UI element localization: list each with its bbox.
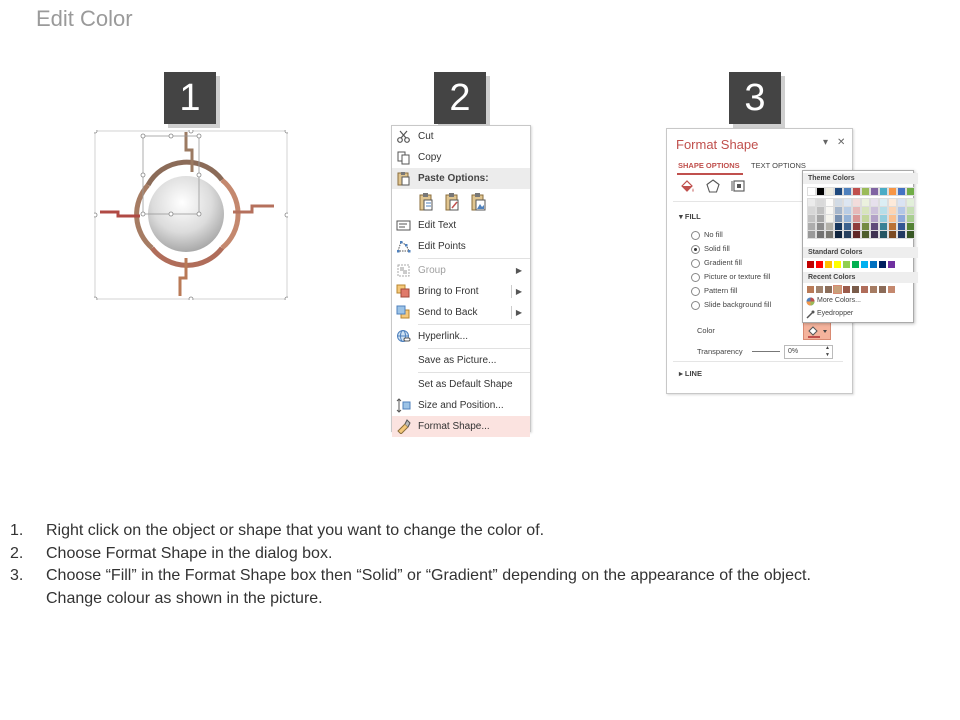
color-swatch[interactable] xyxy=(870,187,879,196)
menu-item-label: Format Shape... xyxy=(418,421,490,432)
color-swatch[interactable] xyxy=(888,187,897,196)
standard-color-swatch[interactable] xyxy=(888,261,895,268)
pane-options-icon[interactable]: ▾ xyxy=(823,137,829,148)
fill-option-pattern-fill[interactable]: Pattern fill xyxy=(691,286,737,296)
paste-picture-icon[interactable] xyxy=(470,192,487,212)
recent-color-swatch[interactable] xyxy=(825,286,832,293)
standard-color-swatch[interactable] xyxy=(825,261,832,268)
pane-title: Format Shape xyxy=(676,137,759,152)
color-swatch[interactable] xyxy=(843,187,852,196)
fill-color-button[interactable] xyxy=(803,322,831,340)
fill-line-icon[interactable] xyxy=(679,178,695,194)
standard-color-swatch[interactable] xyxy=(816,261,823,268)
size-properties-icon[interactable] xyxy=(731,178,747,194)
size-position-icon xyxy=(396,398,411,413)
edit-points-icon xyxy=(396,239,411,254)
tab-text-options[interactable]: TEXT OPTIONS xyxy=(751,161,806,170)
menu-item-label: Bring to Front xyxy=(418,286,479,297)
recent-color-swatch[interactable] xyxy=(879,286,886,293)
recent-color-swatch[interactable] xyxy=(843,286,850,293)
paste-keep-formatting-icon[interactable] xyxy=(418,192,435,212)
menu-item-label: Paste Options: xyxy=(418,173,489,184)
menu-item-size-and-position[interactable] xyxy=(392,395,530,416)
recent-color-swatch[interactable] xyxy=(807,286,814,293)
menu-item-copy[interactable] xyxy=(392,147,530,168)
page-title: Edit Color xyxy=(36,6,133,31)
menu-item-label: Save as Picture... xyxy=(418,355,497,366)
color-swatch[interactable] xyxy=(897,187,906,196)
copy-icon xyxy=(396,150,411,165)
transparency-slider[interactable] xyxy=(752,351,780,352)
menu-item-label: Copy xyxy=(418,152,442,163)
color-swatch[interactable] xyxy=(834,230,843,239)
line-section-header[interactable]: ▸ LINE xyxy=(679,369,702,378)
color-swatch[interactable] xyxy=(816,187,825,196)
color-swatch[interactable] xyxy=(879,230,888,239)
standard-color-swatch[interactable] xyxy=(879,261,886,268)
color-swatch[interactable] xyxy=(861,187,870,196)
format-shape-icon xyxy=(396,419,411,434)
more-colors-item[interactable]: More Colors... xyxy=(817,297,861,304)
recent-color-swatch[interactable] xyxy=(888,286,895,293)
menu-item-edit-text[interactable] xyxy=(392,215,530,236)
color-swatch[interactable] xyxy=(906,230,915,239)
step-badge-3: 3 xyxy=(729,72,781,124)
menu-separator xyxy=(418,372,530,373)
close-icon[interactable]: ✕ xyxy=(837,137,846,148)
color-label: Color xyxy=(697,326,715,335)
fill-option-picture-texture[interactable]: Picture or texture fill xyxy=(691,272,770,282)
standard-color-swatch[interactable] xyxy=(834,261,841,268)
color-swatch[interactable] xyxy=(825,187,834,196)
fill-section-header[interactable]: ▾ FILL xyxy=(679,212,701,221)
paste-icon xyxy=(396,171,411,186)
recent-color-swatch[interactable] xyxy=(870,286,877,293)
fill-option-gradient-fill[interactable]: Gradient fill xyxy=(691,258,742,268)
menu-item-save-as-picture[interactable] xyxy=(392,350,530,371)
transparency-input[interactable]: 0% ▲ ▼ xyxy=(784,345,833,359)
menu-item-label: Set as Default Shape xyxy=(418,379,513,390)
eyedropper-icon xyxy=(806,310,815,319)
menu-item-bring-to-front[interactable] xyxy=(392,281,530,302)
context-menu xyxy=(391,125,531,432)
color-swatch[interactable] xyxy=(897,230,906,239)
color-swatch[interactable] xyxy=(861,230,870,239)
theme-colors-header: Theme Colors xyxy=(803,173,918,184)
menu-item-label: Group xyxy=(418,265,446,276)
transparency-label: Transparency xyxy=(697,347,743,356)
menu-item-label: Cut xyxy=(418,131,434,142)
color-swatch[interactable] xyxy=(843,230,852,239)
color-picker-popup xyxy=(802,170,914,323)
menu-item-send-to-back[interactable] xyxy=(392,302,530,323)
color-swatch[interactable] xyxy=(852,187,861,196)
menu-item-hyperlink[interactable] xyxy=(392,326,530,347)
standard-color-swatch[interactable] xyxy=(870,261,877,268)
menu-item-label: Edit Points xyxy=(418,241,466,252)
submenu-arrow-icon[interactable]: ▶ xyxy=(515,287,522,296)
eyedropper-item[interactable]: Eyedropper xyxy=(817,310,854,317)
instruction-3: 3. Choose “Fill” in the Format Shape box then “Solid” or “Gradient” depending on the appearance of the object. xyxy=(10,567,811,584)
paint-bucket-icon xyxy=(804,323,830,339)
fill-option-no-fill[interactable]: No fill xyxy=(691,230,723,240)
step-badge-1: 1 xyxy=(164,72,216,124)
menu-separator xyxy=(418,348,530,349)
menu-separator xyxy=(418,324,530,325)
instruction-3-continued: Change colour as shown in the picture. xyxy=(46,589,323,607)
menu-item-label: Hyperlink... xyxy=(418,331,469,342)
standard-color-swatch[interactable] xyxy=(807,261,814,268)
color-swatch[interactable] xyxy=(825,230,834,239)
menu-item-label: Size and Position... xyxy=(418,400,504,411)
tab-shape-options[interactable]: SHAPE OPTIONS xyxy=(678,161,740,170)
color-swatch[interactable] xyxy=(888,230,897,239)
menu-item-edit-points[interactable] xyxy=(392,236,530,257)
menu-item-label: Send to Back xyxy=(418,307,478,318)
fill-option-slide-background[interactable]: Slide background fill xyxy=(691,300,771,310)
recent-color-swatch[interactable] xyxy=(816,286,823,293)
submenu-arrow-icon[interactable]: ▶ xyxy=(515,308,522,317)
color-swatch[interactable] xyxy=(834,187,843,196)
effects-pentagon-icon[interactable] xyxy=(705,178,721,194)
color-swatch[interactable] xyxy=(879,187,888,196)
standard-color-swatch[interactable] xyxy=(861,261,868,268)
recent-color-swatch[interactable] xyxy=(861,286,868,293)
menu-item-cut[interactable] xyxy=(392,126,530,147)
color-swatch[interactable] xyxy=(816,230,825,239)
paste-destination-theme-icon[interactable] xyxy=(444,192,461,212)
menu-item-group[interactable] xyxy=(392,260,530,281)
recent-color-swatch[interactable] xyxy=(834,286,841,293)
hyperlink-icon xyxy=(396,329,411,344)
instruction-1: 1. Right click on the object or shape that you want to change the color of. xyxy=(10,522,545,539)
color-wheel-icon xyxy=(806,297,815,306)
color-swatch[interactable] xyxy=(807,187,816,196)
standard-colors-header: Standard Colors xyxy=(803,247,918,258)
compass-shape-graphic[interactable] xyxy=(94,130,288,300)
menu-separator xyxy=(418,258,530,259)
bring-front-icon xyxy=(396,284,411,299)
color-swatch[interactable] xyxy=(807,230,816,239)
standard-color-swatch[interactable] xyxy=(852,261,859,268)
menu-paste-options-header xyxy=(392,168,530,189)
step-badge-2: 2 xyxy=(434,72,486,124)
color-swatch[interactable] xyxy=(906,187,915,196)
recent-colors-header: Recent Colors xyxy=(803,272,918,283)
paste-options-row xyxy=(392,189,530,215)
menu-item-label: Edit Text xyxy=(418,220,457,231)
instructions-list xyxy=(10,520,955,610)
submenu-arrow-icon: ▶ xyxy=(515,266,522,275)
recent-color-swatch[interactable] xyxy=(852,286,859,293)
fill-option-solid-fill[interactable]: Solid fill xyxy=(691,244,730,254)
menu-item-format-shape[interactable] xyxy=(392,416,530,437)
standard-color-swatch[interactable] xyxy=(843,261,850,268)
edit-text-icon xyxy=(396,218,411,233)
color-swatch[interactable] xyxy=(852,230,861,239)
menu-item-set-default-shape[interactable] xyxy=(392,374,530,395)
color-swatch[interactable] xyxy=(870,230,879,239)
group-icon xyxy=(396,263,411,278)
send-back-icon xyxy=(396,305,411,320)
instruction-2: 2. Choose Format Shape in the dialog box. xyxy=(10,544,333,562)
selected-shape-area[interactable] xyxy=(94,130,288,300)
scissors-icon xyxy=(396,129,411,144)
